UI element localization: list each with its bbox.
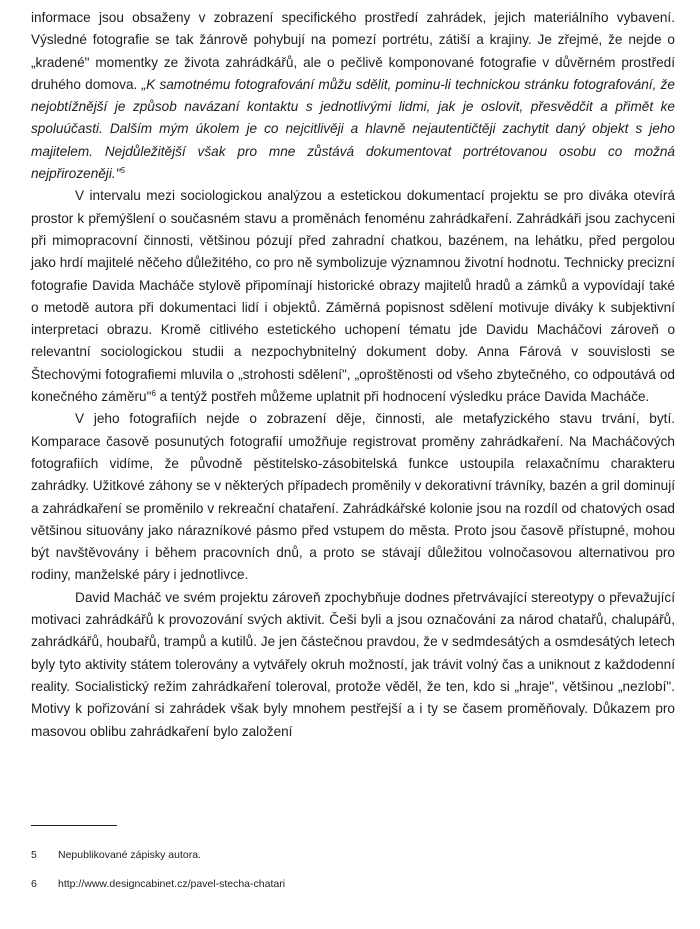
paragraph-1-text: informace jsou obsaženy v zobrazení specifického prostředí zahrádek, jejich materiálního vybavení. Výsledné fotografie se tak žánrově pohybují na pomezí portrétu, zátiší a krajiny. Je zřejmé, že nejde o „kradené" momentky ze života zahrádkářů, ale o pečlivě komponované fotografie v důvěrném prostředí druhého domova. [31,10,675,92]
paragraph-2 [31,185,675,408]
paragraph-1 [31,7,675,185]
footnote-number: 6 [31,878,37,890]
footnote-divider [31,825,117,826]
footnote-6 [31,877,675,891]
paragraph-2-text-end: a tentýž postřeh můžeme uplatnit při hodnocení výsledku práce Davida Macháče. [155,389,650,405]
footnote-number: 5 [31,849,37,861]
footnotes [31,848,675,906]
footnote-5 [31,848,675,862]
quotation: „K samotnému fotografování můžu sdělit, pominu-li technickou stránku fotografování, že nejobtížnější je způsob navázaní kontaktu s jednotlivými lidmi, jak je oslovit, přesvědčit a přimět ke spoluúčasti. Dalším mým úkolem je co nejcitlivěji a hlavně nejautentičtěji zachytit daný objekt s jeho majitelem. Nejdůležitější však pro mne zůstává dokumentovat portrétovanou osobu co možná nejpřirozeněji." [31,76,675,182]
body-text [31,7,675,743]
paragraph-2-text: V intervalu mezi sociologickou analýzou a estetickou dokumentací projektu se pro diváka otevírá prostor k přemýšlení o současném stavu a proměnách fenoménu zahrádkaření. Zahrádkáři jsou zachyceni při mimopracovní činnosti, většinou pózují před zahradní chatkou, bazénem, na lehátku, před pergolou jako hrdí majitelé něčeho důležitého, co pro ně symbolizuje významnou životní hodnotu. Technicky precizní fotografie Davida Macháče stylově připomínají historické obrazy majitelů hradů a zámků a vypovídají také o metodě autora při dokumentaci lidí i objektů. Záměrná popisnost sdělení motivuje diváky k subjektivní interpretaci obrazu. Kromě citlivého estetického uchopení tématu jde Davidu Macháčovi zároveň o relevantní sociologickou studii a nezpochybnitelný dokument doby. Anna Fárová v souvislosti se Štechovými fotografiemi mluvila o „strohosti sdělení", „oproštěnosti od všeho zbytečného, co odpoutává od konečného záměru" [31,188,675,405]
footnote-text: Nepublikované zápisky autora. [58,849,202,861]
footnote-link[interactable]: http://www.designcabinet.cz/pavel-stecha-chatari [58,878,286,890]
paragraph-4: David Macháč ve svém projektu zároveň zpochybňuje dodnes přetrvávající stereotypy o převažující motivaci zahrádkářů k provozování svých aktivit. Češi byli a jsou označováni za národ chatařů, chalupářů, zahrádkářů, houbařů, trampů a kutilů. Je jen částečnou pravdou, že v sedmdesátých a osmdesátých letech byly tyto aktivity státem tolerovány a vytvářely okruh možností, jak trávit volný čas a uniknout z každodenní reality. Socialistický režim zahrádkaření toleroval, protože věděl, že ten, kdo si „hraje", většinou „nezlobí". Motivy k pořizování si zahrádek však byly mnohem pestřejší a i ty se časem proměňovaly. Důkazem pro masovou oblibu zahrádkaření bylo založení [31,589,675,739]
paragraph-3: V jeho fotografiích nejde o zobrazení děje, činnosti, ale metafyzického stavu trvání, bytí. Komparace časově posunutých fotografií umožňuje registrovat proměny zahrádkaření. Na Macháčových fotografiích vidíme, že původně pěstitelsko-zásobitelská funkce ustoupila relaxačnímu charakteru zahrádky. Užitkové záhony se v některých případech proměnily v dekorativní trávníky, bazén a gril dominují a zahrádkaření se proměnilo v rekreační chataření. Zahrádkářské kolonie jsou na rozdíl od chatových osad většinou situovány jako nárazníkové pásmo před vstupem do města. Proto jsou časově přístupné, mohou být navštěvovány i během pracovních dnů, a proto se stávají důležitou volnočasovou alternativou pro rodiny, manželské páry i jednotlivce. [31,411,675,583]
footnote-ref-5[interactable]: 5 [120,166,125,176]
footnote-ref-6[interactable]: 6 [151,389,156,399]
